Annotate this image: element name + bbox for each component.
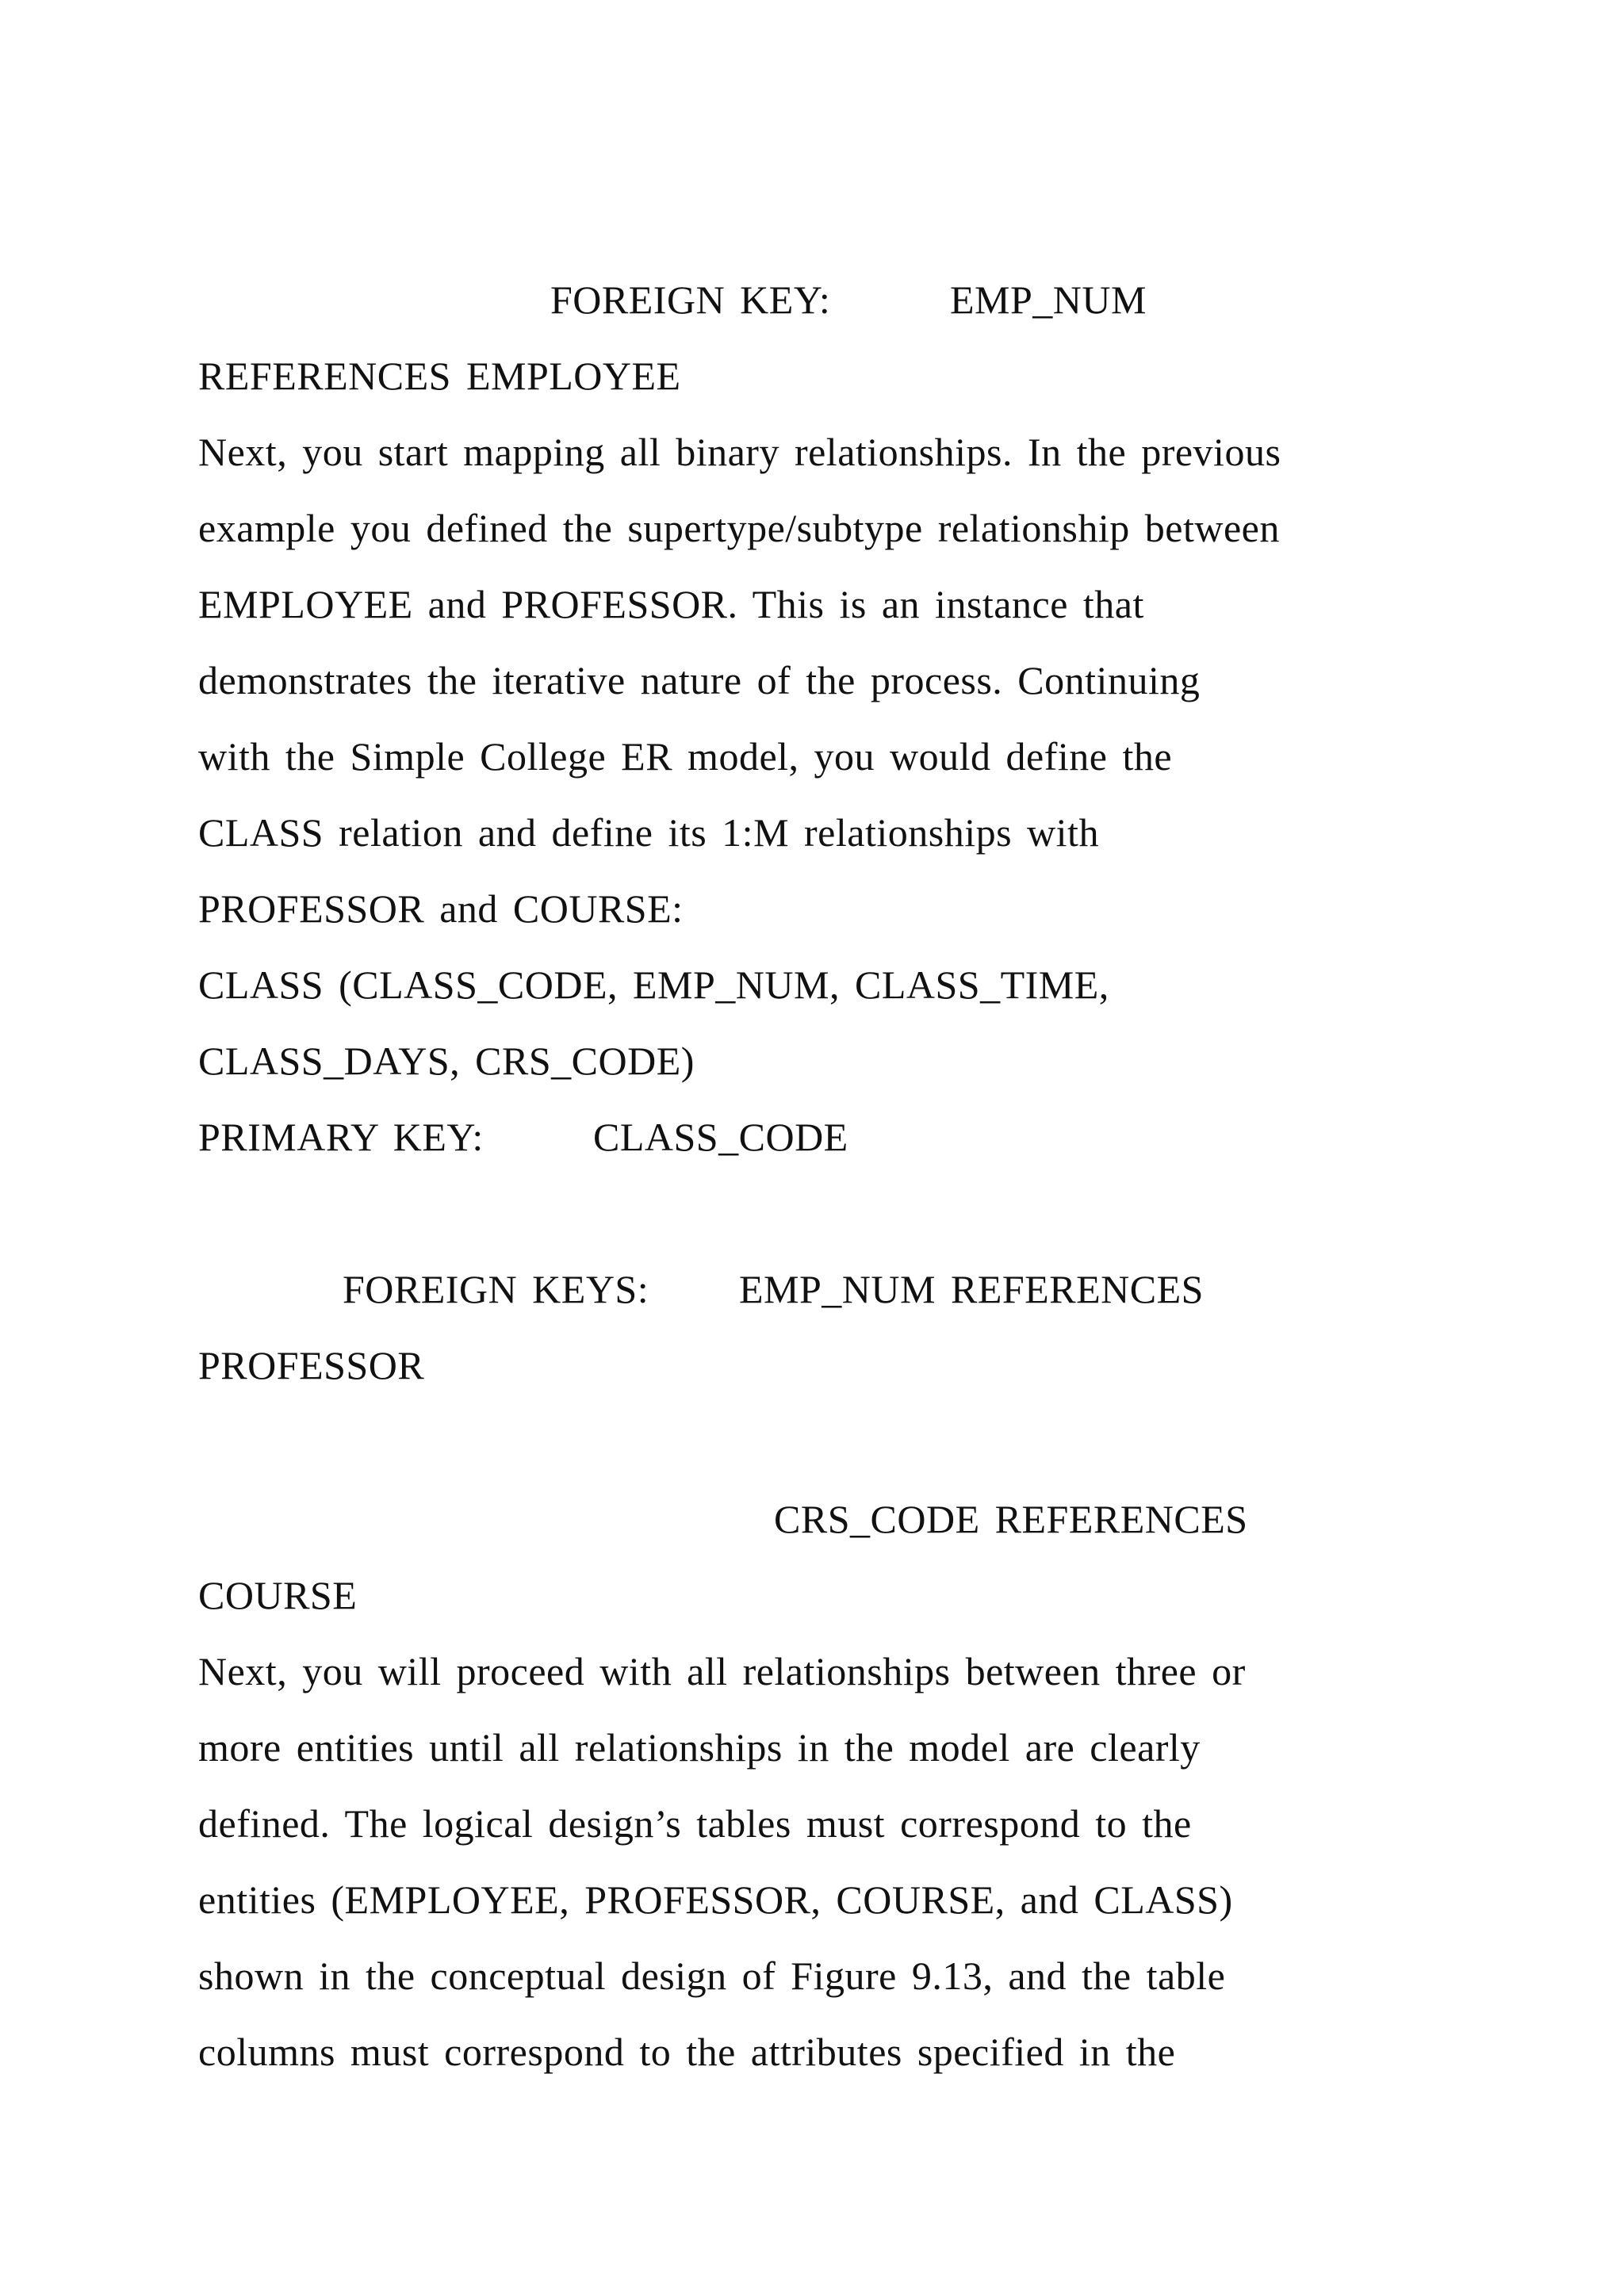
paragraph-line: example you defined the supertype/subtype relationship between xyxy=(198,506,1280,550)
paragraph-line: Next, you will proceed with all relationships between three or xyxy=(198,1649,1246,1693)
paragraph-line: EMPLOYEE and PROFESSOR. This is an instance that xyxy=(198,582,1144,626)
foreign-keys-value: CRS_CODE REFERENCES xyxy=(774,1497,1248,1541)
foreign-keys-reference: COURSE xyxy=(198,1573,358,1617)
paragraph-line: demonstrates the iterative nature of the process. Continuing xyxy=(198,658,1201,702)
relation-definition: CLASS_DAYS, CRS_CODE) xyxy=(198,1039,695,1083)
relation-definition: CLASS (CLASS_CODE, EMP_NUM, CLASS_TIME, xyxy=(198,962,1109,1007)
foreign-keys-label: FOREIGN KEYS: xyxy=(343,1267,649,1311)
paragraph-line: entities (EMPLOYEE, PROFESSOR, COURSE, and CLASS) xyxy=(198,1877,1233,1922)
foreign-key-value: EMP_NUM xyxy=(950,277,1147,322)
paragraph-line: with the Simple College ER model, you would define the xyxy=(198,734,1173,779)
foreign-key-label: FOREIGN KEY: xyxy=(550,277,831,322)
paragraph-line: more entities until all relationships in the model are clearly xyxy=(198,1725,1201,1770)
paragraph-line: defined. The logical design’s tables must correspond to the xyxy=(198,1801,1192,1846)
foreign-key-reference: REFERENCES EMPLOYEE xyxy=(198,354,681,398)
primary-key-value: CLASS_CODE xyxy=(593,1115,848,1159)
paragraph-line: CLASS relation and define its 1:M relationships with xyxy=(198,810,1099,855)
foreign-keys-value: EMP_NUM REFERENCES xyxy=(739,1267,1204,1311)
paragraph-line: Next, you start mapping all binary relationships. In the previous xyxy=(198,430,1281,474)
paragraph-line: columns must correspond to the attributes specified in the xyxy=(198,2030,1176,2074)
paragraph-line: shown in the conceptual design of Figure 9.13, and the table xyxy=(198,1954,1226,1998)
paragraph-line: PROFESSOR and COURSE: xyxy=(198,886,684,931)
foreign-keys-reference: PROFESSOR xyxy=(198,1343,425,1387)
primary-key-label: PRIMARY KEY: xyxy=(198,1115,484,1159)
